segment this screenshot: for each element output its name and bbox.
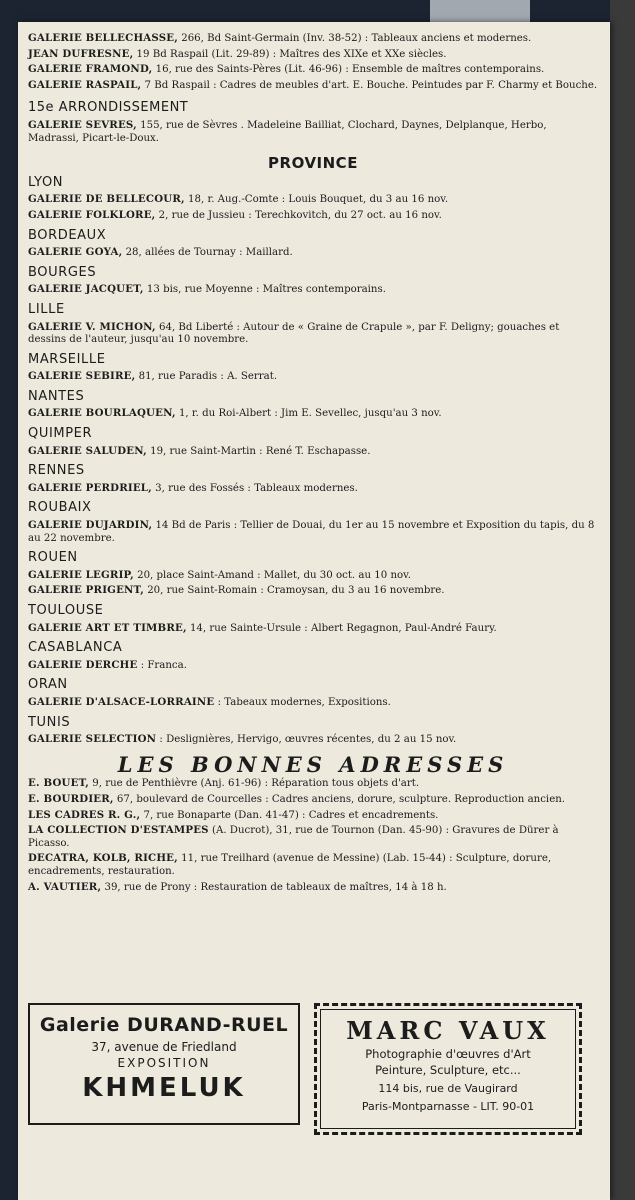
entry-name: GALERIE SALUDEN, (28, 444, 147, 457)
entry-text: 19, rue Saint-Martin : René T. Eschapasse. (146, 445, 371, 457)
entry-text: 20, place Saint-Amand : Mallet, du 30 oct. au 10 nov. (133, 569, 411, 581)
entry-text: 155, rue de Sèvres . Madeleine Bailliat, Clochard, Daynes, Delplanque, Herbo, Madrassi, Picart-le-Doux. (28, 119, 547, 144)
listing-entry (28, 881, 598, 895)
city-heading: CASABLANCA (28, 640, 123, 656)
entry-text: 39, rue de Prony : Restauration de tableaux de maîtres, 14 à 18 h. (101, 881, 447, 893)
entry-text: : Franca. (137, 659, 187, 671)
listing-entry (28, 482, 598, 496)
entry-name: GALERIE GOYA, (28, 246, 123, 259)
entry-name: GALERIE DUJARDIN, (28, 519, 153, 532)
listing-entry (28, 370, 598, 384)
city-entries (28, 246, 598, 260)
city-heading: TOULOUSE (28, 603, 104, 618)
city-entries (28, 482, 598, 496)
entry-name: GALERIE DERCHE (28, 658, 138, 671)
entry-name: LA COLLECTION D'ESTAMPES (28, 824, 209, 837)
ad-vaux-address2: Paris-Montparnasse - LIT. 90-01 (361, 1100, 535, 1113)
entry-text: 19 Bd Raspail (Lit. 29-89) : Maîtres des XIXe et XXe siècles. (133, 48, 447, 60)
entry-name: GALERIE FRAMOND, (28, 63, 153, 76)
listing-column (28, 32, 598, 896)
province-heading: PROVINCE (268, 154, 358, 173)
listing-entry (28, 79, 598, 93)
entry-text: 7 Bd Raspail : Cadres de meubles d'art. E. Bouche. Peintudes par F. Charmy et Bouche. (141, 79, 598, 91)
city-entries (28, 445, 598, 459)
entry-text: 67, boulevard de Courcelles : Cadres anciens, dorure, sculpture. Reproduction ancien. (113, 793, 566, 805)
entry-name: GALERIE SEBIRE, (28, 370, 136, 383)
listing-entry (28, 793, 598, 807)
entry-text: : Tabeaux modernes, Expositions. (214, 696, 391, 708)
city-entries (28, 407, 598, 421)
entry-name: E. BOUET, (28, 777, 89, 790)
entry-name: JEAN DUFRESNE, (28, 47, 134, 60)
listing-entry (28, 246, 598, 260)
ad-vaux-address1: 114 bis, rue de Vaugirard (378, 1082, 518, 1095)
entry-text: 13 bis, rue Moyenne : Maîtres contemporains. (143, 284, 386, 296)
province-cities (28, 174, 598, 747)
entry-text: 266, Bd Saint-Germain (Inv. 38-52) : Tableaux anciens et modernes. (177, 33, 532, 44)
listing-entry (28, 659, 598, 673)
city-heading: MARSEILLE (28, 351, 106, 367)
city-heading: BOURGES (28, 264, 97, 280)
entry-text: 14, rue Sainte-Ursule : Albert Regagnon, Paul-André Faury. (186, 622, 497, 634)
listing-entry (28, 119, 598, 145)
entry-text: : Deslignières, Hervigo, œuvres récentes, du 2 au 15 nov. (156, 734, 457, 746)
city-entries (28, 733, 598, 747)
ad-vaux-line1: Photographie d'œuvres d'Art (365, 1047, 531, 1061)
city-heading: ORAN (28, 677, 68, 693)
entry-name: GALERIE JACQUET, (28, 283, 144, 296)
listing-entry (28, 283, 598, 297)
city-entries (28, 659, 598, 673)
entry-name: GALERIE DE BELLECOUR, (28, 193, 185, 206)
top-entries (28, 32, 598, 92)
listing-entry (28, 852, 598, 878)
city-entries (28, 569, 598, 598)
city-entries (28, 622, 598, 636)
page-edge (610, 0, 635, 1200)
entry-text: 9, rue de Penthièvre (Anj. 61-96) : Réparation tous objets d'art. (89, 778, 420, 790)
city-heading: RENNES (28, 463, 85, 479)
city-heading: ROUEN (28, 550, 78, 566)
listing-entry (28, 193, 598, 207)
listing-entry (28, 209, 598, 223)
entry-name: GALERIE BOURLAQUEN, (28, 407, 176, 420)
arrondissement-heading: 15e ARRONDISSEMENT (28, 100, 189, 116)
bonnes-adresses-heading: LES BONNES ADRESSES (117, 751, 509, 777)
entry-name: DECATRA, KOLB, RICHE, (28, 852, 178, 865)
entry-name: GALERIE ART ET TIMBRE, (28, 621, 187, 634)
entry-text: 14 Bd de Paris : Tellier de Douai, du 1er au 15 novembre et Exposition du tapis, du 8 au 22 novembre. (28, 520, 595, 544)
city-heading: QUIMPER (28, 426, 93, 442)
city-heading: TUNIS (28, 714, 71, 730)
city-entries (28, 519, 598, 545)
listing-entry (28, 321, 598, 347)
city-entries (28, 370, 598, 384)
listing-entry (28, 696, 598, 710)
bonnes-adresses-entries (28, 777, 598, 894)
entry-name: GALERIE SEVRES, (28, 118, 137, 131)
city-entries (28, 193, 598, 222)
ad-durand-artist: KHMELUK (82, 1073, 246, 1103)
city-entries (28, 321, 598, 347)
entry-text: 1, r. du Roi-Albert : Jim E. Sevellec, jusqu'au 3 nov. (175, 408, 442, 420)
entry-name: GALERIE PERDRIEL, (28, 481, 152, 494)
ad-durand-address: 37, avenue de Friedland (91, 1040, 237, 1054)
listing-entry (28, 407, 598, 421)
entry-text: 3, rue des Fossés : Tableaux modernes. (151, 482, 358, 494)
entry-name: GALERIE BELLECHASSE, (28, 32, 178, 44)
entry-text: 81, rue Paradis : A. Serrat. (135, 371, 278, 383)
entry-name: GALERIE PRIGENT, (28, 584, 144, 597)
listing-entry (28, 519, 598, 545)
entry-name: E. BOURDIER, (28, 792, 114, 805)
tape-strip (430, 0, 530, 24)
listing-entry (28, 584, 598, 598)
city-entries (28, 696, 598, 710)
city-heading: ROUBAIX (28, 500, 92, 516)
entry-text: 18, r. Aug.-Comte : Louis Bouquet, du 3 au 16 nov. (184, 194, 449, 206)
listing-entry (28, 733, 598, 747)
city-heading: NANTES (28, 388, 85, 404)
listing-entry (28, 777, 598, 791)
entry-text: 28, allées de Tournay : Maillard. (122, 247, 293, 259)
entry-text: 20, rue Saint-Romain : Cramoysan, du 3 au 16 novembre. (143, 585, 445, 597)
entry-text: (A. Ducrot), 31, rue de Tournon (Dan. 45-90) : Gravures de Dürer à Picasso. (28, 825, 559, 849)
city-heading: LYON (28, 174, 64, 190)
listing-entry (28, 445, 598, 459)
ad-durand-subtitle: EXPOSITION (117, 1056, 211, 1070)
ad-durand-title: Galerie DURAND-RUEL (39, 1014, 289, 1036)
ad-durand-ruel (28, 1003, 300, 1125)
ad-vaux-title: MARC VAUX (346, 1016, 550, 1045)
entry-name: GALERIE RASPAIL, (28, 78, 142, 91)
entry-name: GALERIE V. MICHON, (28, 320, 156, 333)
entry-text: 7, rue Bonaparte (Dan. 41-47) : Cadres et encadrements. (140, 809, 439, 821)
advertisements (28, 1003, 588, 1143)
listing-entry (28, 622, 598, 636)
entry-text: 64, Bd Liberté : Autour de « Graine de Crapule », par F. Deligny; gouaches et dessins de l'auteur, jusqu'au 10 novembre. (28, 321, 560, 346)
entry-name: GALERIE LEGRIP, (28, 568, 134, 581)
city-heading: LILLE (28, 301, 65, 317)
listing-entry (28, 824, 598, 850)
entry-name: A. VAUTIER, (28, 880, 102, 893)
listing-entry (28, 809, 598, 823)
entry-name: LES CADRES R. G., (28, 808, 141, 821)
listing-entry (28, 48, 598, 62)
entry-name: GALERIE D'ALSACE-LORRAINE (28, 695, 215, 708)
entry-name: GALERIE SELECTION (28, 733, 157, 746)
listing-entry (28, 569, 598, 583)
entry-name: GALERIE FOLKLORE, (28, 208, 156, 221)
entry-text: 11, rue Treilhard (avenue de Messine) (Lab. 15-44) : Sculpture, dorure, encadrements, restauration. (28, 853, 552, 877)
arrondissement-entries (28, 119, 598, 145)
listing-entry (28, 63, 598, 77)
city-heading: BORDEAUX (28, 227, 107, 243)
city-entries (28, 283, 598, 297)
ad-marc-vaux (314, 1003, 582, 1135)
ad-vaux-line2: Peinture, Sculpture, etc... (375, 1063, 521, 1077)
entry-text: 16, rue des Saints-Pères (Lit. 46-96) : Ensemble de maîtres contemporains. (152, 64, 545, 76)
listing-entry (28, 32, 598, 46)
entry-text: 2, rue de Jussieu : Terechkovitch, du 27 oct. au 16 nov. (155, 209, 442, 221)
